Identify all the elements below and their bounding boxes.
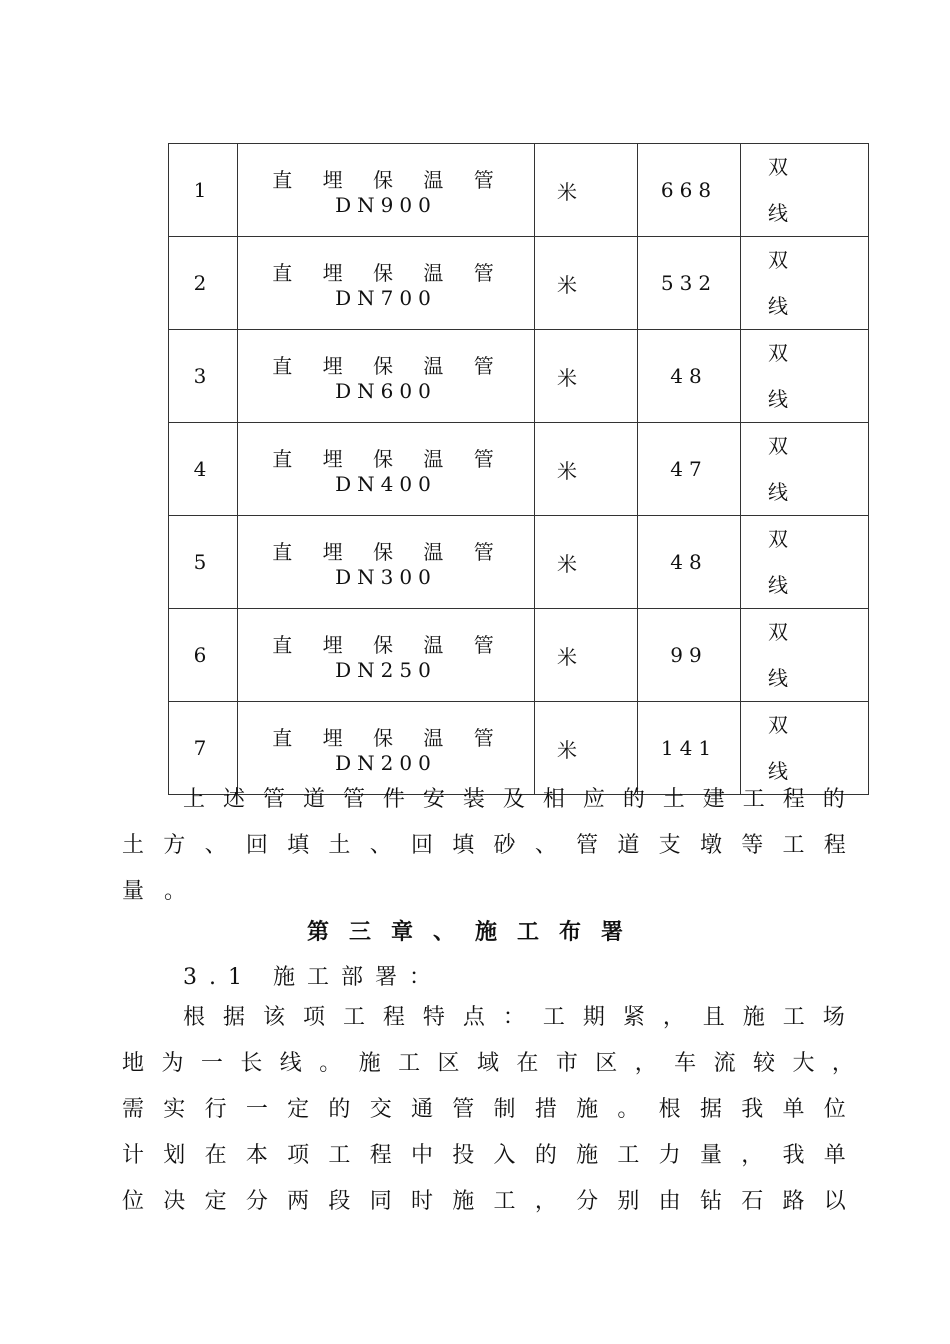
para1-line2: 土 方 、 回 填 土 、 回 填 砂 、 管 道 支 墩 等 工 程 xyxy=(122,833,846,858)
note xyxy=(741,144,869,237)
quantity: 141 xyxy=(638,702,741,795)
table-row xyxy=(169,330,869,423)
row-number: 4 xyxy=(169,423,238,516)
row-number: 7 xyxy=(169,702,238,795)
para2-line3: 需 实 行 一 定 的 交 通 管 制 措 施 。 根 据 我 单 位 xyxy=(122,1097,846,1122)
note-note1: 双 xyxy=(768,713,794,737)
row-number: 5 xyxy=(169,516,238,609)
row-number: 2 xyxy=(169,237,238,330)
unit: 米 xyxy=(535,423,638,516)
table-row xyxy=(169,609,869,702)
note-note2: 线 xyxy=(768,573,794,597)
table-row xyxy=(169,516,869,609)
note xyxy=(741,423,869,516)
chapter-title: 第三章、施工布署 xyxy=(306,919,643,945)
note xyxy=(741,609,869,702)
quantity: 48 xyxy=(638,516,741,609)
section-title: 3.1 施工部署： xyxy=(183,965,443,990)
note xyxy=(741,702,869,795)
para2-line5: 位 决 定 分 两 段 同 时 施 工 ， 分 别 由 钻 石 路 以 xyxy=(122,1189,846,1214)
quantity: 48 xyxy=(638,330,741,423)
unit: 米 xyxy=(535,516,638,609)
note-note2: 线 xyxy=(768,294,794,318)
table-body xyxy=(169,144,869,795)
note-note2: 线 xyxy=(768,759,794,783)
quantity: 47 xyxy=(638,423,741,516)
note-note1: 双 xyxy=(768,527,794,551)
unit: 米 xyxy=(535,330,638,423)
note xyxy=(741,237,869,330)
note xyxy=(741,516,869,609)
para2-line1: 根 据 该 项 工 程 特 点 ： 工 期 紧 ， 且 施 工 场 xyxy=(183,1005,845,1030)
pipe-name: 直 埋 保 温 管 DN300 xyxy=(238,516,535,609)
pipe-name: 直 埋 保 温 管 DN250 xyxy=(238,609,535,702)
note-note2: 线 xyxy=(768,387,794,411)
row-number: 1 xyxy=(169,144,238,237)
pipe-name: 直 埋 保 温 管 DN200 xyxy=(238,702,535,795)
pipe-name: 直 埋 保 温 管 DN600 xyxy=(238,330,535,423)
para2-line4: 计 划 在 本 项 工 程 中 投 入 的 施 工 力 量 ， 我 单 xyxy=(122,1143,846,1168)
table-row xyxy=(169,144,869,237)
note-note1: 双 xyxy=(768,434,794,458)
unit: 米 xyxy=(535,237,638,330)
note-note1: 双 xyxy=(768,248,794,272)
table-row xyxy=(169,423,869,516)
note xyxy=(741,330,869,423)
para1-line3: 量。 xyxy=(122,879,207,904)
para1-line1: 上 述 管 道 管 件 安 装 及 相 应 的 土 建 工 程 的 xyxy=(183,787,845,812)
note-note2: 线 xyxy=(768,201,794,225)
table-row xyxy=(169,237,869,330)
table-row xyxy=(169,702,869,795)
row-number: 6 xyxy=(169,609,238,702)
quantity: 532 xyxy=(638,237,741,330)
pipe-name: 直 埋 保 温 管 DN400 xyxy=(238,423,535,516)
unit: 米 xyxy=(535,609,638,702)
quantity: 99 xyxy=(638,609,741,702)
note-note1: 双 xyxy=(768,620,794,644)
pipe-name: 直 埋 保 温 管 DN700 xyxy=(238,237,535,330)
note-note1: 双 xyxy=(768,341,794,365)
pipe-quantity-table xyxy=(168,143,869,795)
pipe-name: 直 埋 保 温 管 DN900 xyxy=(238,144,535,237)
quantity: 668 xyxy=(638,144,741,237)
note-note1: 双 xyxy=(768,155,794,179)
row-number: 3 xyxy=(169,330,238,423)
note-note2: 线 xyxy=(768,480,794,504)
para2-line2: 地 为 一 长 线 。 施 工 区 域 在 市 区 ， 车 流 较 大 ， xyxy=(122,1051,854,1076)
unit: 米 xyxy=(535,702,638,795)
unit: 米 xyxy=(535,144,638,237)
note-note2: 线 xyxy=(768,666,794,690)
